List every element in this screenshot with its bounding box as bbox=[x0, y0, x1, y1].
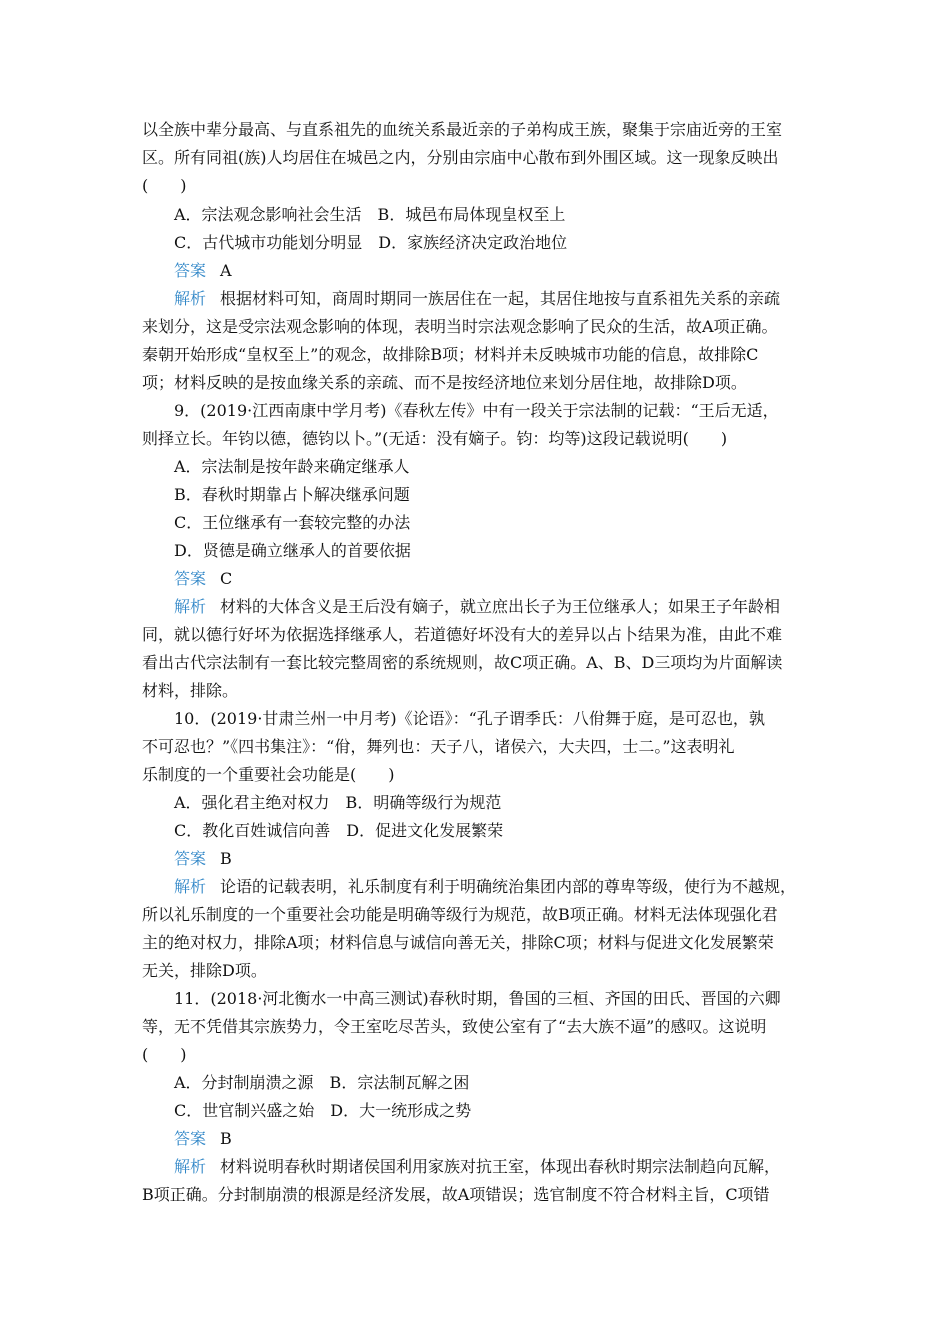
q9-option: A．宗法制是按年龄来确定继承人 bbox=[174, 457, 410, 476]
q9-option: B．春秋时期靠占卜解决继承问题 bbox=[174, 485, 410, 504]
analysis-text: 根据材料可知，商周时期同一族居住在一起，其居住地按与直系祖先关系的亲疏 bbox=[220, 289, 781, 308]
q10-analysis bbox=[174, 877, 796, 897]
answer-label: 答案 bbox=[174, 261, 207, 280]
q10-stem-line: 10．(2019·甘肃兰州一中月考)《论语》：“孔子谓季氏：八佾舞于庭，是可忍也，孰 bbox=[174, 709, 765, 728]
q9-answer bbox=[174, 569, 232, 589]
q10-answer bbox=[174, 849, 232, 869]
answer-label: 答案 bbox=[174, 1129, 207, 1148]
q9-analysis-line: 同，就以德行好坏为依据选择继承人，若道德好坏没有大的差异以占卜结果为准，由此不难 bbox=[142, 625, 783, 644]
q11-options-line: A．分封制崩溃之源 B．宗法制瓦解之困 bbox=[174, 1073, 470, 1092]
q11-options-line: C．世官制兴盛之始 D．大一统形成之势 bbox=[174, 1101, 472, 1120]
q8-stem-line: 区。所有同祖(族)人均居住在城邑之内，分别由宗庙中心散布到外围区域。这一现象反映出 bbox=[142, 148, 779, 167]
q11-analysis-line: B项正确。分封制崩溃的根源是经济发展，故A项错误；选官制度不符合材料主旨，C项错 bbox=[142, 1185, 770, 1204]
q10-analysis-line: 所以礼乐制度的一个重要社会功能是明确等级行为规范，故B项正确。材料无法体现强化君 bbox=[142, 905, 778, 924]
q8-stem-line: ( ) bbox=[142, 176, 187, 195]
answer-value: A bbox=[220, 261, 232, 280]
q11-analysis bbox=[174, 1157, 780, 1177]
analysis-text: 材料的大体含义是王后没有嫡子，就立庶出长子为王位继承人；如果王子年龄相 bbox=[220, 597, 781, 616]
q11-stem-line: ( ) bbox=[142, 1045, 187, 1064]
q10-analysis-line: 无关，排除D项。 bbox=[142, 961, 267, 980]
answer-label: 答案 bbox=[174, 569, 207, 588]
q10-options-line: A．强化君主绝对权力 B．明确等级行为规范 bbox=[174, 793, 502, 812]
analysis-label: 解析 bbox=[174, 597, 207, 616]
q8-analysis-line: 秦朝开始形成“皇权至上”的观念，故排除B项；材料并未反映城市功能的信息，故排除C bbox=[142, 345, 759, 364]
q8-answer bbox=[174, 261, 232, 281]
q9-option: C．王位继承有一套较完整的办法 bbox=[174, 513, 411, 532]
q8-analysis bbox=[174, 289, 780, 309]
q8-analysis-line: 项；材料反映的是按血缘关系的亲疏、而不是按经济地位来划分居住地，故排除D项。 bbox=[142, 373, 747, 392]
q10-stem-line: 乐制度的一个重要社会功能是( ) bbox=[142, 765, 395, 784]
answer-value: B bbox=[220, 1129, 232, 1148]
analysis-text: 材料说明春秋时期诸侯国利用家族对抗王室，体现出春秋时期宗法制趋向瓦解， bbox=[220, 1157, 781, 1176]
q9-analysis-line: 材料，排除。 bbox=[142, 681, 239, 700]
q11-stem-line: 11．(2018·河北衡水一中高三测试)春秋时期，鲁国的三桓、齐国的田氏、晋国的六卿 bbox=[174, 989, 781, 1008]
q9-analysis bbox=[174, 597, 780, 617]
q10-analysis-line: 主的绝对权力，排除A项；材料信息与诚信向善无关，排除C项；材料与促进文化发展繁荣 bbox=[142, 933, 774, 952]
q10-stem-line: 不可忍也？”《四书集注》：“佾，舞列也：天子八，诸侯六，大夫四，士二。”这表明礼 bbox=[142, 737, 735, 756]
q8-stem-line: 以全族中辈分最高、与直系祖先的血统关系最近亲的子弟构成王族，聚集于宗庙近旁的王室 bbox=[142, 120, 783, 139]
q9-stem-line: 9．(2019·江西南康中学月考)《春秋左传》中有一段关于宗法制的记载：“王后无适， bbox=[174, 401, 779, 420]
q9-option: D．贤德是确立继承人的首要依据 bbox=[174, 541, 411, 560]
answer-value: C bbox=[220, 569, 233, 588]
q8-analysis-line: 来划分，这是受宗法观念影响的体现，表明当时宗法观念影响了民众的生活，故A项正确。 bbox=[142, 317, 778, 336]
answer-value: B bbox=[220, 849, 232, 868]
q9-stem-line: 则择立长。年钧以德，德钧以卜。”(无适：没有嫡子。钧：均等)这段记载说明( ) bbox=[142, 429, 728, 448]
analysis-label: 解析 bbox=[174, 1157, 207, 1176]
analysis-text: 论语的记载表明，礼乐制度有利于明确统治集团内部的尊卑等级，使行为不越规， bbox=[220, 877, 797, 896]
answer-label: 答案 bbox=[174, 849, 207, 868]
q11-answer bbox=[174, 1129, 232, 1149]
q8-options-line: C．古代城市功能划分明显 D．家族经济决定政治地位 bbox=[174, 233, 568, 252]
q11-stem-line: 等，无不凭借其宗族势力，令王室吃尽苦头，致使公室有了“去大族不逼”的感叹。这说明 bbox=[142, 1017, 767, 1036]
analysis-label: 解析 bbox=[174, 289, 207, 308]
q8-options-line: A．宗法观念影响社会生活 B．城邑布局体现皇权至上 bbox=[174, 205, 566, 224]
q9-analysis-line: 看出古代宗法制有一套比较完整周密的系统规则，故C项正确。A、B、D三项均为片面解读 bbox=[142, 653, 783, 672]
q10-options-line: C．教化百姓诚信向善 D．促进文化发展繁荣 bbox=[174, 821, 504, 840]
analysis-label: 解析 bbox=[174, 877, 207, 896]
